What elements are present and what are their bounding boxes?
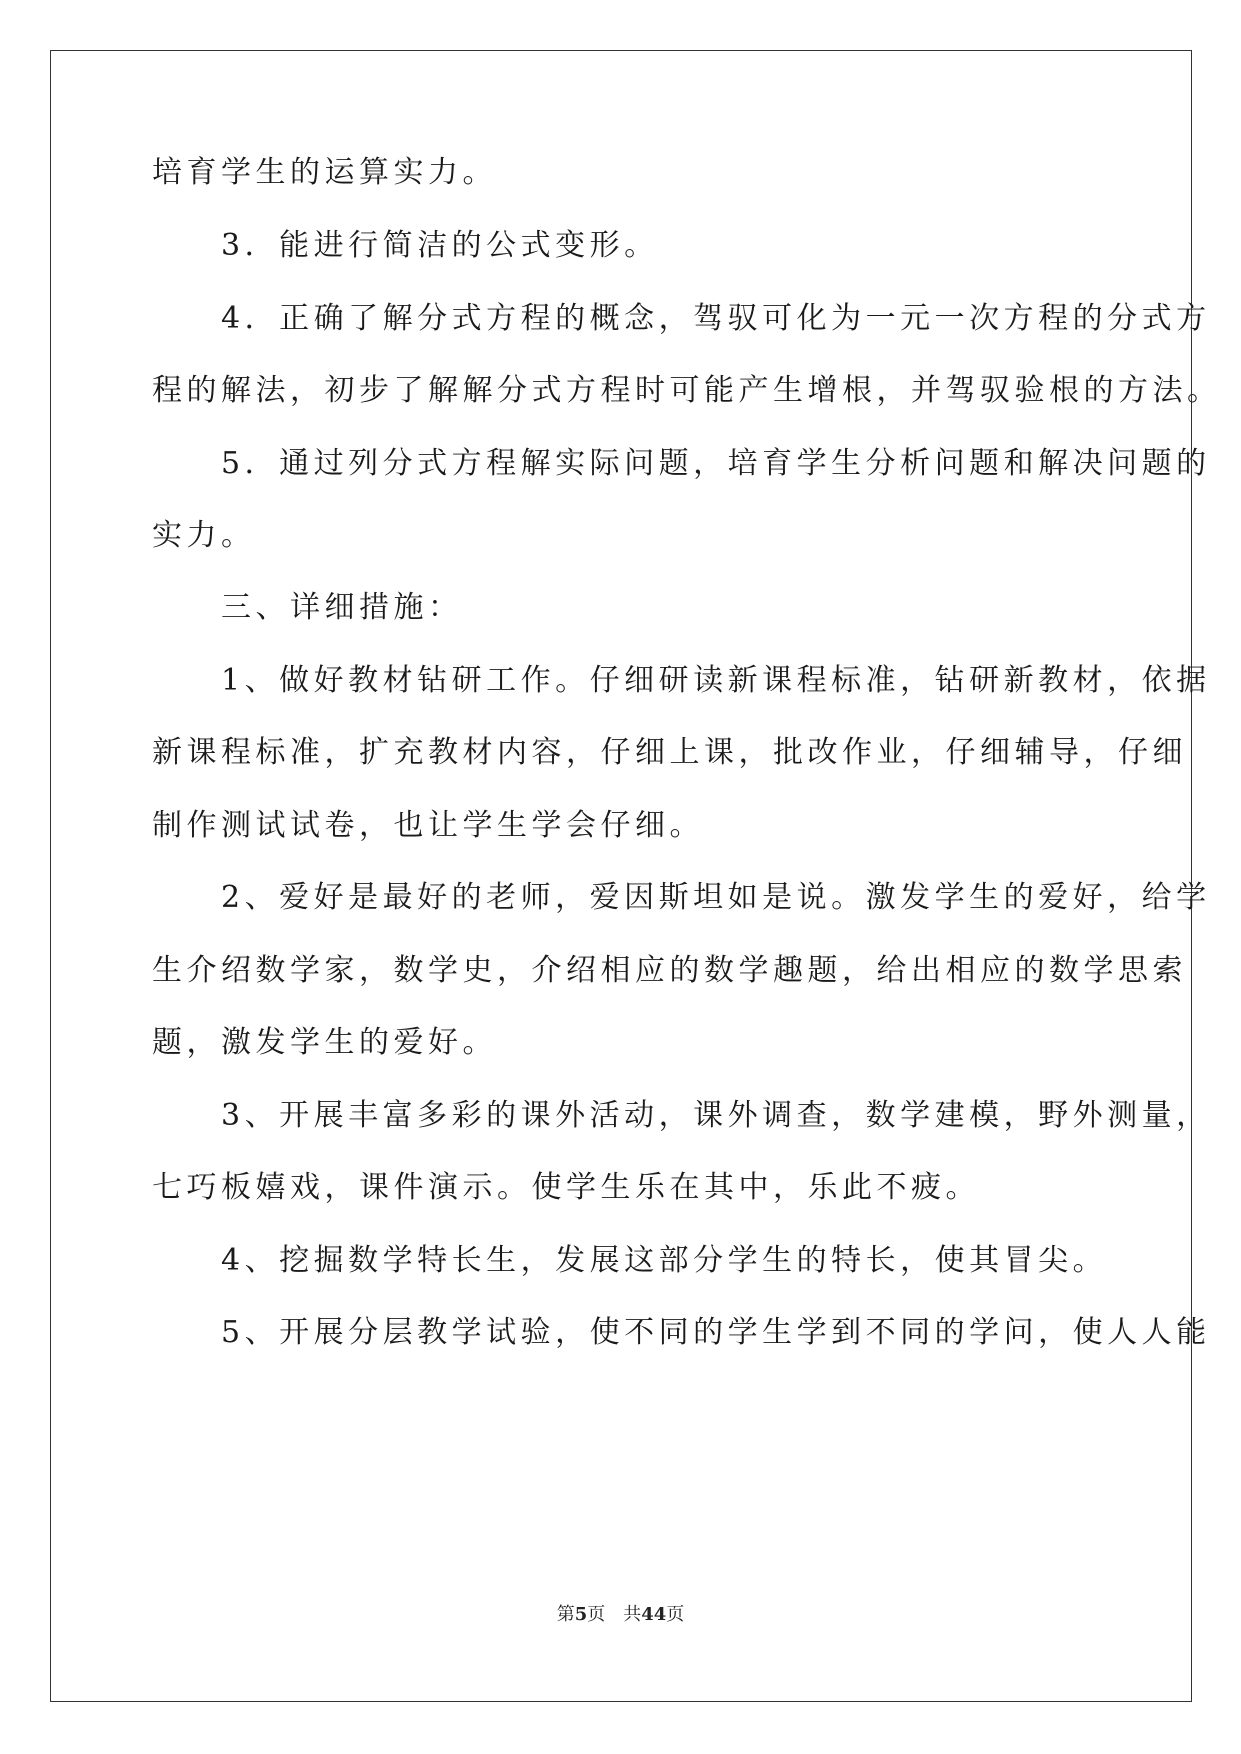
text-line: 培育学生的运算实力。 [152, 155, 497, 190]
page-prefix: 第 [556, 1604, 575, 1625]
text-line: 4、挖掘数学特长生，发展这部分学生的特长，使其冒尖。 [152, 1243, 1108, 1278]
page-footer [0, 1603, 1241, 1627]
page-suffix: 页 [587, 1604, 606, 1625]
text-line: 1、做好教材钻研工作。仔细研读新课程标准，钻研新教材，依据 [152, 663, 1211, 698]
text-line: 制作测试试卷，也让学生学会仔细。 [152, 808, 704, 843]
text-line: 2、爱好是最好的老师，爱因斯坦如是说。激发学生的爱好，给学 [152, 880, 1211, 915]
total-prefix: 共 [623, 1604, 642, 1625]
text-line: 4．正确了解分式方程的概念，驾驭可化为一元一次方程的分式方 [152, 301, 1211, 336]
text-line: 新课程标准，扩充教材内容，仔细上课，批改作业，仔细辅导，仔细 [152, 735, 1187, 770]
page-border [50, 50, 1192, 1702]
text-line: 3．能进行简洁的公式变形。 [152, 228, 659, 263]
text-line: 实力。 [152, 518, 256, 553]
text-line: 题，激发学生的爱好。 [152, 1025, 497, 1060]
text-line: 5、开展分层教学试验，使不同的学生学到不同的学问，使人人能 [152, 1315, 1211, 1350]
text-line: 七巧板嬉戏，课件演示。使学生乐在其中，乐此不疲。 [152, 1170, 980, 1205]
total-suffix: 页 [666, 1604, 685, 1625]
text-line: 程的解法，初步了解解分式方程时可能产生增根，并驾驭验根的方法。 [152, 373, 1222, 408]
total-pages: 44 [641, 1604, 667, 1625]
text-line: 5．通过列分式方程解实际问题，培育学生分析问题和解决问题的 [152, 446, 1211, 481]
text-line: 生介绍数学家，数学史，介绍相应的数学趣题，给出相应的数学思索 [152, 953, 1187, 988]
page-number: 5 [574, 1604, 588, 1625]
text-line: 3、开展丰富多彩的课外活动，课外调查，数学建模，野外测量， [152, 1098, 1211, 1133]
section-heading: 三、详细措施： [152, 590, 463, 625]
